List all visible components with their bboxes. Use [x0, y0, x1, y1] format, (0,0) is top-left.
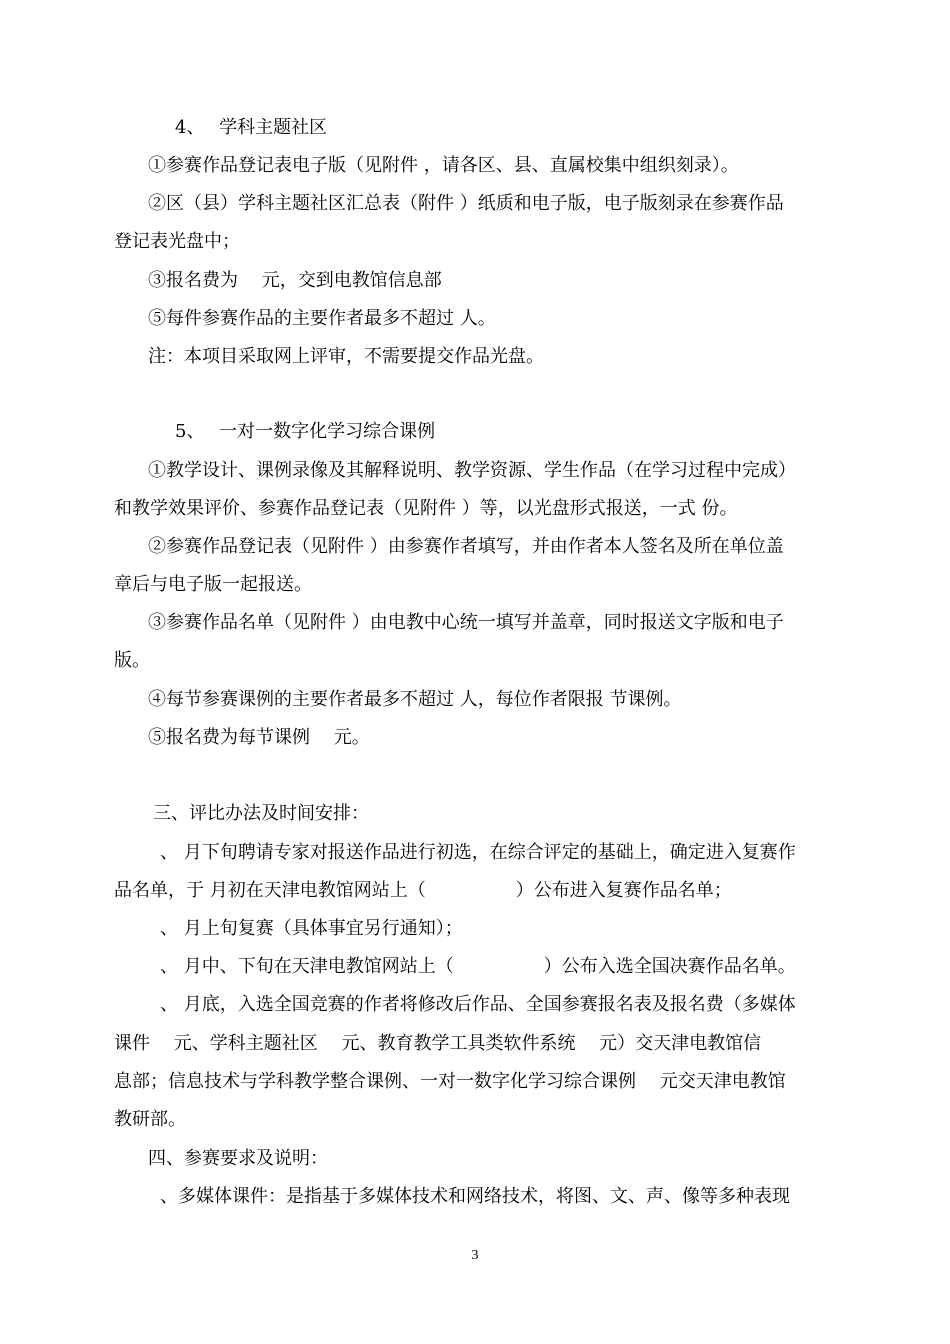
paragraph-line: ④每节参赛课例的主要作者最多不超过 人，每位作者限报 节课例。 — [148, 689, 682, 710]
note-line: 注：本项目采取网上评审，不需要提交作品光盘。 — [148, 346, 544, 367]
paragraph-line: 、 月上旬复赛（具体事宜另行通知）； — [160, 918, 463, 939]
paragraph-line: 章后与电子版一起报送。 — [114, 574, 312, 595]
page-number: 3 — [471, 1248, 479, 1263]
paragraph-line: 课件 元、学科主题社区 元、教育教学工具类软件系统 元）交天津电教馆信 — [114, 1033, 762, 1054]
paragraph-line: ①参赛作品登记表电子版（见附件 ，请各区、县、直属校集中组织刻录）。 — [148, 155, 739, 176]
paragraph-line: 、 月下旬聘请专家对报送作品进行初选，在综合评定的基础上，确定进入复赛作 — [160, 842, 796, 863]
section-heading: 四、参赛要求及说明： — [148, 1148, 328, 1169]
paragraph-line: ②参赛作品登记表（见附件 ）由参赛作者填写，并由作者本人签名及所在单位盖 — [148, 536, 784, 557]
section-heading: 三、评比办法及时间安排： — [153, 803, 369, 824]
paragraph-line: 息部；信息技术与学科教学整合课例、一对一数字化学习综合课例 元交天津电教馆 — [114, 1071, 786, 1092]
paragraph-line: 品名单，于 月初在天津电教馆网站上（ ）公布进入复赛作品名单； — [114, 880, 732, 901]
paragraph-line: ⑤每件参赛作品的主要作者最多不超过 人。 — [148, 308, 496, 329]
paragraph-line: 、多媒体课件：是指基于多媒体技术和网络技术，将图、文、声、像等多种表现 — [160, 1186, 790, 1207]
paragraph-line: 、 月中、下旬在天津电教馆网站上（ ）公布入选全国决赛作品名单。 — [160, 956, 796, 977]
section-heading: 5、 一对一数字化学习综合课例 — [175, 421, 436, 442]
paragraph-line: ②区（县）学科主题社区汇总表（附件 ）纸质和电子版，电子版刻录在参赛作品 — [148, 193, 784, 214]
paragraph-line: ③报名费为 元，交到电教馆信息部 — [148, 270, 442, 291]
paragraph-line: 、 月底，入选全国竞赛的作者将修改后作品、全国参赛报名表及报名费（多媒体 — [160, 994, 796, 1015]
section-heading: 4、 学科主题社区 — [175, 117, 328, 138]
paragraph-line: ⑤报名费为每节课例 元。 — [148, 727, 370, 748]
paragraph-line: ③参赛作品名单（见附件 ）由电教中心统一填写并盖章，同时报送文字版和电子 — [148, 612, 784, 633]
paragraph-line: 版。 — [114, 650, 150, 671]
paragraph-line: ①教学设计、课例录像及其解释说明、教学资源、学生作品（在学习过程中完成） — [148, 460, 796, 481]
paragraph-line: 和教学效果评价、参赛作品登记表（见附件 ）等，以光盘形式报送，一式 份。 — [114, 498, 738, 519]
paragraph-line: 登记表光盘中； — [114, 231, 240, 252]
paragraph-line: 教研部。 — [114, 1109, 186, 1130]
